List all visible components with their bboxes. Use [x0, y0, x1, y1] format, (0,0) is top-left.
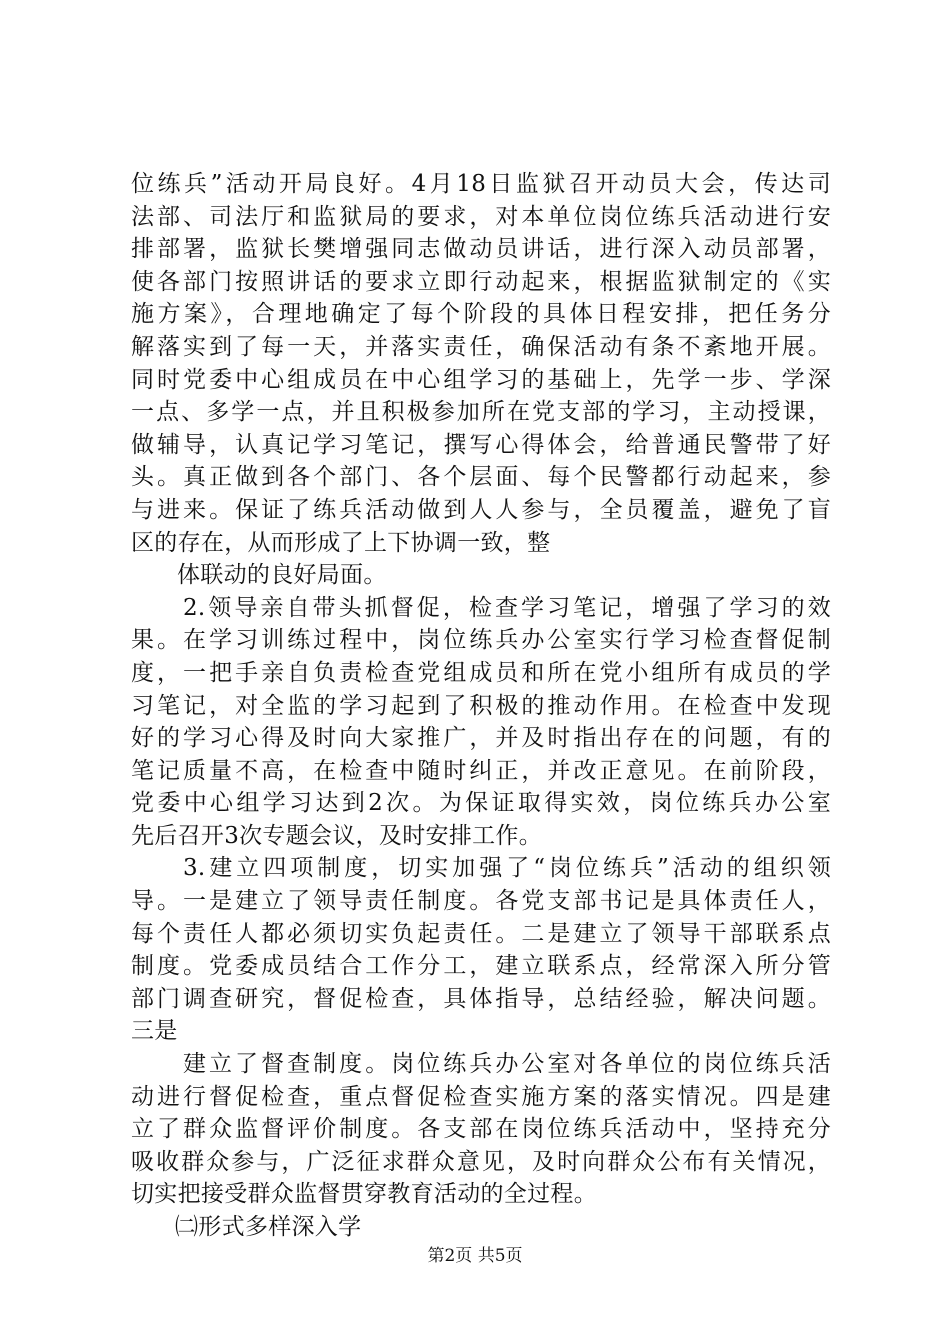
- text-line: 果。在学习训练过程中，岗位练兵办公室实行学习检查督促制: [131, 627, 831, 654]
- text-line: 习笔记，对全监的学习起到了积极的推动作用。在检查中发现: [131, 692, 831, 719]
- text-line: 与进来。保证了练兵活动做到人人参与，全员覆盖，避免了盲: [131, 496, 831, 523]
- text-line: 解落实到了每一天，并落实责任，确保活动有条不紊地开展。: [131, 333, 831, 360]
- text-line: 做辅导，认真记学习笔记，撰写心得体会，给普通民警带了好: [131, 431, 831, 458]
- text-line: 部门调查研究，督促检查，具体指导，总结经验，解决问题。: [131, 985, 831, 1012]
- paragraph: [131, 592, 831, 853]
- paragraph: [131, 559, 831, 592]
- text-line: 制度。党委成员结合工作分工，建立联系点，经常深入所分管: [131, 953, 831, 980]
- section-heading: [131, 1211, 831, 1244]
- text-line: 党委中心组学习达到2次。为保证取得实效，岗位练兵办公室: [131, 790, 831, 817]
- text-line: 同时党委中心组成员在中心组学习的基础上，先学一步、学深: [131, 366, 831, 393]
- paragraph: [131, 1048, 831, 1211]
- text-line: 笔记质量不高，在检查中随时纠正，并改正意见。在前阶段，: [131, 757, 831, 784]
- text-line: 先后召开3次专题会议，及时安排工作。: [131, 822, 543, 849]
- text-line: ㈡形式多样深入学: [175, 1214, 362, 1240]
- text-line: 切实把接受群众监督贯穿教育活动的全过程。: [131, 1181, 597, 1208]
- page-number-footer: 第2页 共5页: [427, 1246, 523, 1266]
- text-line: 法部、司法厅和监狱局的要求，对本单位岗位练兵活动进行安: [131, 203, 831, 230]
- text-line: 使各部门按照讲话的要求立即行动起来，根据监狱制定的《实: [131, 268, 831, 295]
- text-line: 3.建立四项制度，切实加强了“岗位练兵”活动的组织领: [183, 855, 831, 882]
- text-line: 度，一把手亲自负责检查党组成员和所在党小组所有成员的学: [131, 659, 831, 686]
- text-line: 好的学习心得及时向大家推广，并及时指出存在的问题，有的: [131, 725, 831, 752]
- text-line: 动进行督促检查，重点督促检查实施方案的落实情况。四是建: [131, 1083, 831, 1110]
- text-line: 一点、多学一点，并且积极参加所在党支部的学习，主动授课，: [131, 399, 831, 426]
- text-line: 位练兵”活动开局良好。4月18日监狱召开动员大会，传达司: [131, 171, 831, 197]
- text-line: 建立了督查制度。岗位练兵办公室对各单位的岗位练兵活: [183, 1051, 831, 1078]
- document-body: [131, 168, 831, 1244]
- text-line: 每个责任人都必须切实负起责任。二是建立了领导干部联系点: [131, 920, 831, 947]
- text-line: 吸收群众参与，广泛征求群众意见，及时向群众公布有关情况，: [131, 1148, 831, 1175]
- text-line: 施方案》，合理地确定了每个阶段的具体日程安排，把任务分: [131, 301, 831, 328]
- text-line: 体联动的良好局面。: [177, 562, 387, 589]
- text-line: 2.领导亲自带头抓督促，检查学习笔记，增强了学习的效: [183, 594, 831, 621]
- text-line: 立了群众监督评价制度。各支部在岗位练兵活动中，坚持充分: [131, 1116, 831, 1143]
- paragraph: [131, 168, 831, 559]
- text-line: 排部署，监狱长樊增强同志做动员讲话，进行深入动员部署，: [131, 236, 831, 263]
- text-line: 头。真正做到各个部门、各个层面、每个民警都行动起来，参: [131, 464, 831, 491]
- text-line: 三是: [131, 1018, 178, 1045]
- text-line: 区的存在，从而形成了上下协调一致，整: [131, 529, 551, 556]
- text-line: 导。一是建立了领导责任制度。各党支部书记是具体责任人，: [131, 888, 831, 915]
- paragraph: [131, 852, 831, 1048]
